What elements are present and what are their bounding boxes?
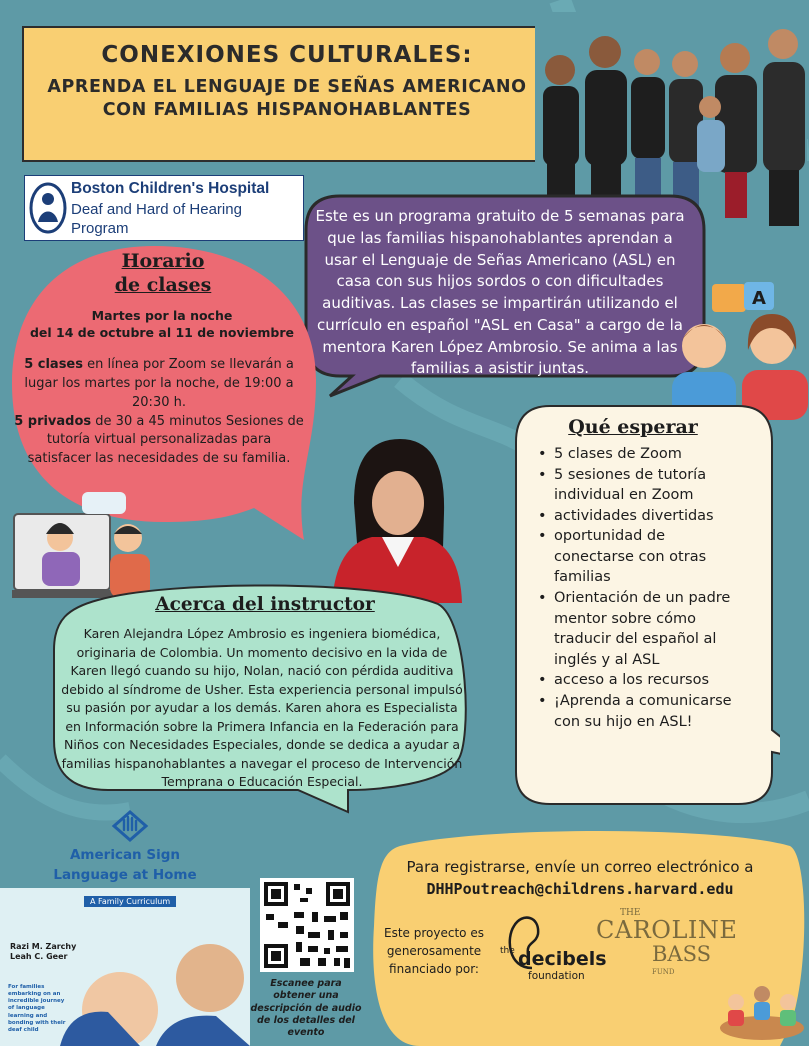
asl-book-title-line2: Language at Home	[53, 866, 197, 883]
intro-text: Este es un programa gratuito de 5 semanas para que las familias hispanohablantes aprendan a usar el Lenguaje de Señas Americano (ASL) en casa con sus hijos sordos o con dificultades auditivas. Las clases se impartirán utilizando el currículo en español "ASL en Casa" a cargo de la mentora Karen López Ambrosio. Se anima a las familias a asistir juntas.	[315, 207, 685, 378]
decibels-sub: foundation	[528, 970, 585, 982]
schedule-dates	[12, 308, 312, 342]
qr-code	[260, 878, 354, 972]
schedule-heading	[38, 250, 288, 298]
register-instruction: Para registrarse, envíe un correo electrónico a	[406, 858, 754, 876]
decibels-name: decibels	[518, 948, 607, 970]
svg-text:A: A	[752, 288, 766, 309]
signing-hand-icon	[110, 808, 150, 844]
expect-item: • actividades divertidas	[530, 506, 745, 527]
author-2: Leah C. Geer	[10, 952, 68, 962]
title-line3: CON FAMILIAS HISPANOHABLANTES	[102, 100, 472, 121]
title-banner	[22, 26, 552, 162]
asl-book-title-line1: American Sign	[69, 847, 180, 863]
caroline-bass-fund-logo	[596, 908, 746, 978]
caroline-the: THE	[620, 908, 641, 918]
program-name-line1: Deaf and Hard of Hearing	[71, 201, 242, 218]
schedule-details	[14, 356, 304, 469]
caroline-bass: BASS	[652, 942, 712, 966]
asl-book-subtitle: A Family Curriculum	[84, 896, 176, 907]
expect-item: • ¡Aprenda a comunicarse con su hijo en ASL!	[530, 691, 745, 732]
title-line1: CONEXIONES CULTURALES:	[101, 42, 473, 68]
schedule-heading-line1: Horario	[121, 250, 205, 272]
instructor-photo	[326, 433, 466, 603]
classes-text: en línea por Zoom se llevarán a lugar los martes por la noche, de 19:00 a 20:30 h.	[24, 357, 294, 410]
instructor-heading: Acerca del instructor	[155, 594, 375, 615]
expect-heading: Qué esperar	[568, 416, 698, 438]
expect-item: • 5 sesiones de tutoría individual en Zoom	[530, 465, 745, 506]
schedule-heading-line2: de clases	[114, 273, 212, 296]
asl-book-cover	[0, 808, 250, 1046]
decibels-the: the	[500, 946, 515, 956]
title-line2: APRENDA EL LENGUAJE DE SEÑAS AMERICANO	[47, 76, 527, 97]
schedule-night: Martes por la noche	[91, 308, 233, 323]
classes-info	[14, 356, 304, 413]
private-info	[14, 413, 304, 470]
instructor-bio: Karen Alejandra López Ambrosio es ingeniera biomédica, originaria de Colombia. Un momento decisivo en la vida de Karen llegó cuando su hijo, Nolan, nació con pérdida auditiva debido al síndrome de Usher. Esta experiencia personal impulsó su pasión por ayudar a los demás. Karen ahora es Especialista en Información sobre la Primera Infancia en la Federación para Niños con Necesidades Especiales, donde se dedica a ayudar a familias hispanohablantes a navegar el proceso de Intervención Temprana o Educación Especial.	[61, 626, 463, 789]
hospital-emblem-icon	[29, 182, 67, 234]
classes-count: 5 clases	[24, 357, 83, 372]
hospital-logo	[24, 175, 304, 241]
asl-book-title	[50, 846, 200, 885]
asl-book-blurb: For families embarking on an incredible journey of language learning and bonding with their deaf child	[8, 984, 66, 1033]
expect-item: • Orientación de un padre mentor sobre cómo traducir del español al inglés y al ASL	[530, 588, 745, 670]
family-illustration	[668, 280, 808, 420]
expect-item: • 5 clases de Zoom	[530, 444, 745, 465]
author-1: Razi M. Zarchy	[10, 942, 77, 951]
caroline-name: CAROLINE	[596, 916, 738, 944]
caroline-fund: FUND	[652, 968, 675, 976]
program-name-line2: Program	[71, 220, 129, 237]
private-count: 5 privados	[14, 413, 92, 429]
expect-item: • acceso a los recursos	[530, 670, 745, 691]
register-email-link[interactable]: DHHPoutreach@childrens.harvard.edu	[426, 880, 734, 898]
family-meeting-illustration	[716, 980, 808, 1044]
private-text: de 30 a 45 minutos Sesiones de tutoría virtual personalizadas para satisfacer las necesidades de su familia.	[27, 413, 304, 467]
expect-list	[530, 444, 745, 732]
hospital-name: Boston Children's Hospital	[71, 180, 270, 197]
funding-text: Este proyecto es generosamente financiado por:	[384, 926, 484, 976]
asl-book-authors	[10, 942, 76, 963]
qr-caption: Escanee para obtener una descripción de audio de los detalles del evento	[250, 978, 362, 1039]
expect-item: • oportunidad de conectarse con otras familias	[530, 526, 745, 588]
decibels-foundation-logo	[498, 908, 608, 982]
schedule-range: del 14 de octubre al 11 de noviembre	[29, 324, 294, 340]
